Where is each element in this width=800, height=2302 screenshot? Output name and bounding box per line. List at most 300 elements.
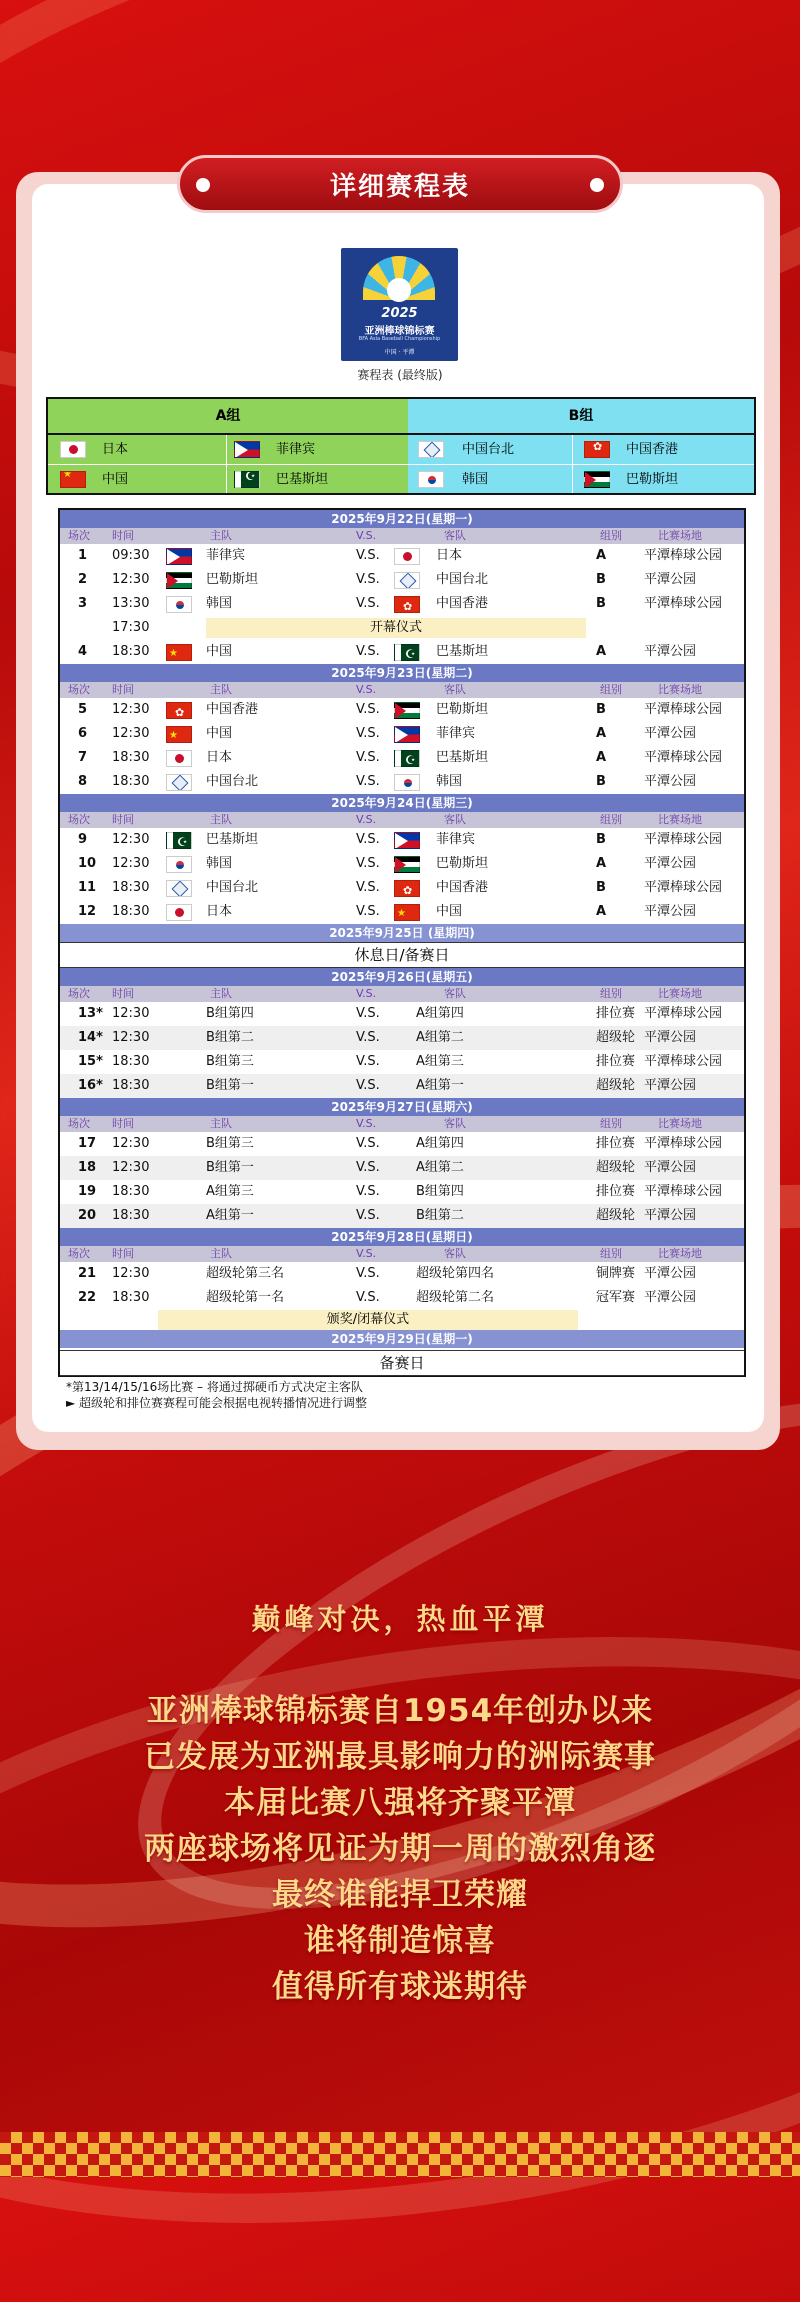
vs-label: V.S. bbox=[356, 726, 380, 741]
col-away: 客队 bbox=[444, 1247, 466, 1260]
game-time: 18:30 bbox=[112, 1054, 150, 1069]
vs-label: V.S. bbox=[356, 572, 380, 587]
game-number: 17 bbox=[78, 1136, 97, 1151]
groups-table bbox=[46, 397, 756, 495]
game-venue: 平潭公园 bbox=[644, 1208, 697, 1223]
game-venue: 平潭棒球公园 bbox=[644, 1136, 723, 1151]
away-team: A组第一 bbox=[416, 1078, 464, 1093]
away-team: 巴勒斯坦 bbox=[436, 702, 489, 717]
game-time: 18:30 bbox=[112, 1290, 150, 1305]
day-header: 2025年9月24日(星期三) bbox=[60, 794, 744, 812]
game-venue: 平潭公园 bbox=[644, 1030, 697, 1045]
game-group: B bbox=[596, 572, 606, 587]
game-venue: 平潭公园 bbox=[644, 1160, 697, 1175]
tournament-logo bbox=[341, 248, 458, 361]
home-team: A组第一 bbox=[206, 1208, 254, 1223]
game-time: 18:30 bbox=[112, 774, 150, 789]
group-team: 巴勒斯坦 bbox=[626, 472, 679, 487]
vs-label: V.S. bbox=[356, 774, 380, 789]
away-team: 中国香港 bbox=[436, 880, 489, 895]
table-row bbox=[60, 1156, 744, 1180]
col-vs: V.S. bbox=[356, 529, 377, 542]
game-venue: 平潭公园 bbox=[644, 774, 697, 789]
away-team: 超级轮第四名 bbox=[416, 1266, 495, 1281]
game-group: 超级轮 bbox=[596, 1030, 636, 1045]
game-time: 12:30 bbox=[112, 1266, 150, 1281]
group-team: 韩国 bbox=[462, 472, 489, 487]
home-team: 中国台北 bbox=[206, 774, 259, 789]
vs-label: V.S. bbox=[356, 644, 380, 659]
game-venue: 平潭公园 bbox=[644, 1290, 697, 1305]
china-flag-icon bbox=[394, 904, 420, 921]
home-team: 中国台北 bbox=[206, 880, 259, 895]
vs-label: V.S. bbox=[356, 1054, 380, 1069]
game-group: A bbox=[596, 726, 607, 741]
game-number: 19 bbox=[78, 1184, 97, 1199]
col-venue: 比赛场地 bbox=[658, 1247, 702, 1260]
home-team: B组第一 bbox=[206, 1078, 254, 1093]
game-number: 6 bbox=[78, 726, 88, 741]
group-a-panel bbox=[48, 399, 408, 493]
col-time: 时间 bbox=[112, 1247, 134, 1260]
game-venue: 平潭公园 bbox=[644, 1266, 697, 1281]
slogan-line: 本届比赛八强将齐聚平潭 bbox=[224, 1785, 576, 1821]
slogan-body bbox=[0, 1688, 800, 2010]
game-group: A bbox=[596, 548, 607, 563]
game-number: 10 bbox=[78, 856, 97, 871]
col-no: 场次 bbox=[68, 1117, 90, 1130]
col-away: 客队 bbox=[444, 1117, 466, 1130]
table-row bbox=[60, 828, 744, 852]
game-venue: 平潭棒球公园 bbox=[644, 1054, 723, 1069]
game-group: 排位赛 bbox=[596, 1184, 636, 1199]
game-group: 铜牌赛 bbox=[596, 1266, 636, 1281]
game-number: 15* bbox=[78, 1054, 103, 1069]
game-venue: 平潭棒球公园 bbox=[644, 548, 723, 563]
philippines-flag-icon bbox=[394, 832, 420, 849]
away-team: 巴基斯坦 bbox=[436, 644, 489, 659]
china-flag-icon bbox=[166, 726, 192, 743]
logo-year: 2025 bbox=[381, 306, 418, 321]
game-number: 12 bbox=[78, 904, 97, 919]
footnote-tv: ► 超级轮和排位赛赛程可能会根据电视转播情况进行调整 bbox=[66, 1396, 368, 1410]
vs-label: V.S. bbox=[356, 904, 380, 919]
table-row bbox=[60, 1132, 744, 1156]
away-team: 中国 bbox=[436, 904, 463, 919]
japan-flag-icon bbox=[60, 441, 86, 458]
column-header-row bbox=[60, 812, 744, 828]
col-group: 组别 bbox=[600, 1117, 622, 1130]
game-number: 18 bbox=[78, 1160, 97, 1175]
page-title: 详细赛程表 bbox=[329, 171, 470, 202]
col-venue: 比赛场地 bbox=[658, 813, 702, 826]
col-away: 客队 bbox=[444, 683, 466, 696]
game-group: B bbox=[596, 596, 606, 611]
table-row bbox=[60, 1050, 744, 1074]
hong-kong-flag-icon bbox=[394, 596, 420, 613]
vs-label: V.S. bbox=[356, 832, 380, 847]
reserve-day: 备赛日 bbox=[60, 1350, 744, 1376]
pakistan-flag-icon bbox=[166, 832, 192, 849]
game-time: 12:30 bbox=[112, 856, 150, 871]
game-time: 18:30 bbox=[112, 644, 150, 659]
game-time: 12:30 bbox=[112, 1030, 150, 1045]
closing-ceremony: 颁奖/闭幕仪式 bbox=[158, 1310, 578, 1330]
table-row bbox=[60, 746, 744, 770]
vs-label: V.S. bbox=[356, 596, 380, 611]
group-team: 中国 bbox=[102, 472, 129, 487]
away-team: 菲律宾 bbox=[436, 832, 476, 847]
logo-name-cn: 亚洲棒球锦标赛 bbox=[364, 326, 435, 337]
column-header-row bbox=[60, 986, 744, 1002]
home-team: B组第三 bbox=[206, 1136, 254, 1151]
game-time: 12:30 bbox=[112, 832, 150, 847]
game-time: 12:30 bbox=[112, 1006, 150, 1021]
game-number: 7 bbox=[78, 750, 88, 765]
vs-label: V.S. bbox=[356, 548, 380, 563]
korea-flag-icon bbox=[166, 596, 192, 613]
game-number: 21 bbox=[78, 1266, 97, 1281]
table-row bbox=[60, 900, 744, 924]
slogan-line: 谁将制造惊喜 bbox=[304, 1923, 496, 1959]
rest-day: 休息日/备赛日 bbox=[60, 942, 744, 968]
opening-time: 17:30 bbox=[112, 620, 150, 635]
game-time: 18:30 bbox=[112, 904, 150, 919]
game-group: B bbox=[596, 774, 606, 789]
game-group: B bbox=[596, 880, 606, 895]
col-venue: 比赛场地 bbox=[658, 1117, 702, 1130]
day-header: 2025年9月29日(星期一) bbox=[60, 1330, 744, 1348]
column-header-row bbox=[60, 1116, 744, 1132]
col-vs: V.S. bbox=[356, 1247, 377, 1260]
column-header-row bbox=[60, 1246, 744, 1262]
col-no: 场次 bbox=[68, 987, 90, 1000]
col-time: 时间 bbox=[112, 987, 134, 1000]
away-team: 巴基斯坦 bbox=[436, 750, 489, 765]
schedule-subtitle: 赛程表 (最终版) bbox=[357, 368, 443, 382]
group-team: 中国台北 bbox=[462, 442, 515, 457]
group-team: 菲律宾 bbox=[276, 442, 316, 457]
home-team: 超级轮第三名 bbox=[206, 1266, 285, 1281]
opening-ceremony: 开幕仪式 bbox=[206, 618, 586, 638]
away-team: A组第二 bbox=[416, 1160, 464, 1175]
game-time: 12:30 bbox=[112, 726, 150, 741]
away-team: B组第二 bbox=[416, 1208, 464, 1223]
table-row bbox=[60, 1074, 744, 1098]
table-row bbox=[60, 1262, 744, 1286]
vs-label: V.S. bbox=[356, 1078, 380, 1093]
vs-label: V.S. bbox=[356, 1136, 380, 1151]
col-group: 组别 bbox=[600, 529, 622, 542]
table-row bbox=[60, 876, 744, 900]
game-venue: 平潭公园 bbox=[644, 726, 697, 741]
game-number: 16* bbox=[78, 1078, 103, 1093]
vs-label: V.S. bbox=[356, 880, 380, 895]
home-team: B组第二 bbox=[206, 1030, 254, 1045]
col-group: 组别 bbox=[600, 683, 622, 696]
group-a-title: A组 bbox=[48, 399, 408, 435]
game-number: 22 bbox=[78, 1290, 97, 1305]
game-group: B bbox=[596, 702, 606, 717]
day-header: 2025年9月27日(星期六) bbox=[60, 1098, 744, 1116]
game-group: A bbox=[596, 904, 607, 919]
hong-kong-flag-icon bbox=[584, 441, 610, 458]
col-vs: V.S. bbox=[356, 683, 377, 696]
away-team: A组第四 bbox=[416, 1006, 464, 1021]
home-team: 韩国 bbox=[206, 856, 233, 871]
korea-flag-icon bbox=[394, 774, 420, 791]
game-venue: 平潭棒球公园 bbox=[644, 1006, 723, 1021]
away-team: 中国台北 bbox=[436, 572, 489, 587]
game-time: 12:30 bbox=[112, 572, 150, 587]
slogan-line: 亚洲棒球锦标赛自1954年创办以来 bbox=[146, 1693, 654, 1729]
game-time: 18:30 bbox=[112, 1184, 150, 1199]
home-team: 巴勒斯坦 bbox=[206, 572, 259, 587]
vs-label: V.S. bbox=[356, 1006, 380, 1021]
col-home: 主队 bbox=[210, 1117, 232, 1130]
game-group: B bbox=[596, 832, 606, 847]
pakistan-flag-icon bbox=[394, 644, 420, 661]
table-row bbox=[60, 698, 744, 722]
chinese-taipei-flag-icon bbox=[394, 572, 420, 589]
col-no: 场次 bbox=[68, 529, 90, 542]
palestine-flag-icon bbox=[584, 471, 610, 488]
home-team: 菲律宾 bbox=[206, 548, 246, 563]
col-vs: V.S. bbox=[356, 987, 377, 1000]
table-row bbox=[60, 1002, 744, 1026]
game-number: 8 bbox=[78, 774, 88, 789]
table-row bbox=[60, 640, 744, 664]
col-no: 场次 bbox=[68, 1247, 90, 1260]
game-time: 18:30 bbox=[112, 880, 150, 895]
col-venue: 比赛场地 bbox=[658, 529, 702, 542]
away-team: 韩国 bbox=[436, 774, 463, 789]
game-venue: 平潭棒球公园 bbox=[644, 1184, 723, 1199]
philippines-flag-icon bbox=[394, 726, 420, 743]
table-row bbox=[60, 852, 744, 876]
table-row bbox=[60, 1204, 744, 1228]
day-header: 2025年9月25日 (星期四) bbox=[60, 924, 744, 942]
away-team: 超级轮第二名 bbox=[416, 1290, 495, 1305]
korea-flag-icon bbox=[166, 856, 192, 873]
col-away: 客队 bbox=[444, 987, 466, 1000]
philippines-flag-icon bbox=[234, 441, 260, 458]
game-number: 13* bbox=[78, 1006, 103, 1021]
col-home: 主队 bbox=[210, 1247, 232, 1260]
china-flag-icon bbox=[166, 644, 192, 661]
game-venue: 平潭公园 bbox=[644, 1078, 697, 1093]
home-team: 日本 bbox=[206, 750, 233, 765]
logo-name-en: BFA Asia Baseball Championship bbox=[358, 336, 441, 342]
game-time: 18:30 bbox=[112, 1078, 150, 1093]
slogan-line: 两座球场将见证为期一周的激烈角逐 bbox=[144, 1831, 656, 1867]
game-number: 5 bbox=[78, 702, 88, 717]
col-vs: V.S. bbox=[356, 813, 377, 826]
table-row bbox=[60, 770, 744, 794]
col-away: 客队 bbox=[444, 529, 466, 542]
game-group: A bbox=[596, 644, 607, 659]
baseball-icon bbox=[387, 278, 411, 302]
away-team: A组第二 bbox=[416, 1030, 464, 1045]
home-team: B组第三 bbox=[206, 1054, 254, 1069]
group-team: 中国香港 bbox=[626, 442, 679, 457]
home-team: 中国 bbox=[206, 644, 233, 659]
game-group: 排位赛 bbox=[596, 1006, 636, 1021]
game-group: 超级轮 bbox=[596, 1160, 636, 1175]
game-number: 3 bbox=[78, 596, 88, 611]
game-number: 20 bbox=[78, 1208, 97, 1223]
vs-label: V.S. bbox=[356, 1160, 380, 1175]
chinese-taipei-flag-icon bbox=[418, 441, 444, 458]
japan-flag-icon bbox=[394, 548, 420, 565]
col-time: 时间 bbox=[112, 529, 134, 542]
game-venue: 平潭棒球公园 bbox=[644, 750, 723, 765]
game-number: 14* bbox=[78, 1030, 103, 1045]
col-home: 主队 bbox=[210, 529, 232, 542]
game-venue: 平潭棒球公园 bbox=[644, 596, 723, 611]
footnote-coin-toss: *第13/14/15/16场比赛 – 将通过掷硬币方式决定主客队 bbox=[66, 1380, 363, 1394]
game-time: 12:30 bbox=[112, 1160, 150, 1175]
vs-label: V.S. bbox=[356, 1030, 380, 1045]
game-venue: 平潭棒球公园 bbox=[644, 880, 723, 895]
away-team: B组第四 bbox=[416, 1184, 464, 1199]
day-header: 2025年9月23日(星期二) bbox=[60, 664, 744, 682]
home-team: 日本 bbox=[206, 904, 233, 919]
group-b-panel bbox=[408, 399, 754, 493]
col-group: 组别 bbox=[600, 1247, 622, 1260]
pakistan-flag-icon bbox=[394, 750, 420, 767]
home-team: 韩国 bbox=[206, 596, 233, 611]
away-team: A组第三 bbox=[416, 1054, 464, 1069]
table-row bbox=[60, 592, 744, 616]
footnotes bbox=[66, 1379, 367, 1411]
vs-label: V.S. bbox=[356, 856, 380, 871]
home-team: B组第四 bbox=[206, 1006, 254, 1021]
game-venue: 平潭公园 bbox=[644, 904, 697, 919]
game-number: 11 bbox=[78, 880, 97, 895]
table-row bbox=[60, 544, 744, 568]
day-header: 2025年9月22日(星期一) bbox=[60, 510, 744, 528]
game-time: 12:30 bbox=[112, 1136, 150, 1151]
banner-dot-icon bbox=[196, 178, 210, 192]
home-team: 中国 bbox=[206, 726, 233, 741]
vs-label: V.S. bbox=[356, 702, 380, 717]
col-time: 时间 bbox=[112, 683, 134, 696]
slogan-line: 值得所有球迷期待 bbox=[272, 1969, 528, 2005]
col-venue: 比赛场地 bbox=[658, 683, 702, 696]
col-home: 主队 bbox=[210, 813, 232, 826]
palestine-flag-icon bbox=[394, 702, 420, 719]
title-banner bbox=[177, 155, 623, 213]
game-venue: 平潭棒球公园 bbox=[644, 702, 723, 717]
korea-flag-icon bbox=[418, 471, 444, 488]
home-team: 巴基斯坦 bbox=[206, 832, 259, 847]
philippines-flag-icon bbox=[166, 548, 192, 565]
column-header-row bbox=[60, 682, 744, 698]
game-group: A bbox=[596, 856, 607, 871]
checkered-border bbox=[0, 2132, 800, 2177]
game-number: 9 bbox=[78, 832, 88, 847]
slogan-headline: 巅峰对决，热血平潭 bbox=[251, 1602, 549, 1636]
col-no: 场次 bbox=[68, 813, 90, 826]
chinese-taipei-flag-icon bbox=[166, 774, 192, 791]
hong-kong-flag-icon bbox=[166, 702, 192, 719]
vs-label: V.S. bbox=[356, 1266, 380, 1281]
game-venue: 平潭公园 bbox=[644, 572, 697, 587]
table-row bbox=[60, 1180, 744, 1204]
home-team: 超级轮第一名 bbox=[206, 1290, 285, 1305]
home-team: B组第一 bbox=[206, 1160, 254, 1175]
palestine-flag-icon bbox=[166, 572, 192, 589]
game-venue: 平潭棒球公园 bbox=[644, 832, 723, 847]
away-team: 日本 bbox=[436, 548, 463, 563]
game-time: 18:30 bbox=[112, 1208, 150, 1223]
away-team: A组第四 bbox=[416, 1136, 464, 1151]
group-team: 日本 bbox=[102, 442, 129, 457]
home-team: A组第三 bbox=[206, 1184, 254, 1199]
game-number: 2 bbox=[78, 572, 88, 587]
vs-label: V.S. bbox=[356, 1208, 380, 1223]
game-number: 4 bbox=[78, 644, 88, 659]
game-group: 排位赛 bbox=[596, 1136, 636, 1151]
slogan-line: 最终谁能捍卫荣耀 bbox=[272, 1877, 528, 1913]
col-time: 时间 bbox=[112, 813, 134, 826]
col-home: 主队 bbox=[210, 987, 232, 1000]
palestine-flag-icon bbox=[394, 856, 420, 873]
home-team: 中国香港 bbox=[206, 702, 259, 717]
column-header-row bbox=[60, 528, 744, 544]
game-group: 排位赛 bbox=[596, 1054, 636, 1069]
game-number: 1 bbox=[78, 548, 88, 563]
vs-label: V.S. bbox=[356, 1290, 380, 1305]
col-venue: 比赛场地 bbox=[658, 987, 702, 1000]
col-home: 主队 bbox=[210, 683, 232, 696]
game-time: 13:30 bbox=[112, 596, 150, 611]
game-venue: 平潭公园 bbox=[644, 644, 697, 659]
col-group: 组别 bbox=[600, 987, 622, 1000]
slogan-line: 已发展为亚洲最具影响力的洲际赛事 bbox=[144, 1739, 656, 1775]
banner-dot-icon bbox=[590, 178, 604, 192]
pakistan-flag-icon bbox=[234, 471, 260, 488]
logo-city: 中国 · 平潭 bbox=[384, 349, 415, 356]
hong-kong-flag-icon bbox=[394, 880, 420, 897]
game-time: 09:30 bbox=[112, 548, 150, 563]
away-team: 巴勒斯坦 bbox=[436, 856, 489, 871]
vs-label: V.S. bbox=[356, 750, 380, 765]
game-group: 超级轮 bbox=[596, 1078, 636, 1093]
table-row bbox=[60, 722, 744, 746]
group-team: 巴基斯坦 bbox=[276, 472, 329, 487]
game-group: 超级轮 bbox=[596, 1208, 636, 1223]
game-time: 18:30 bbox=[112, 750, 150, 765]
table-row bbox=[60, 1026, 744, 1050]
china-flag-icon bbox=[60, 471, 86, 488]
schedule-table bbox=[58, 508, 746, 1377]
game-time: 12:30 bbox=[112, 702, 150, 717]
col-time: 时间 bbox=[112, 1117, 134, 1130]
day-header: 2025年9月28日(星期日) bbox=[60, 1228, 744, 1246]
japan-flag-icon bbox=[166, 904, 192, 921]
game-group: 冠军赛 bbox=[596, 1290, 636, 1305]
game-venue: 平潭公园 bbox=[644, 856, 697, 871]
away-team: 中国香港 bbox=[436, 596, 489, 611]
vs-label: V.S. bbox=[356, 1184, 380, 1199]
table-row bbox=[60, 568, 744, 592]
game-group: A bbox=[596, 750, 607, 765]
chinese-taipei-flag-icon bbox=[166, 880, 192, 897]
col-no: 场次 bbox=[68, 683, 90, 696]
day-header: 2025年9月26日(星期五) bbox=[60, 968, 744, 986]
